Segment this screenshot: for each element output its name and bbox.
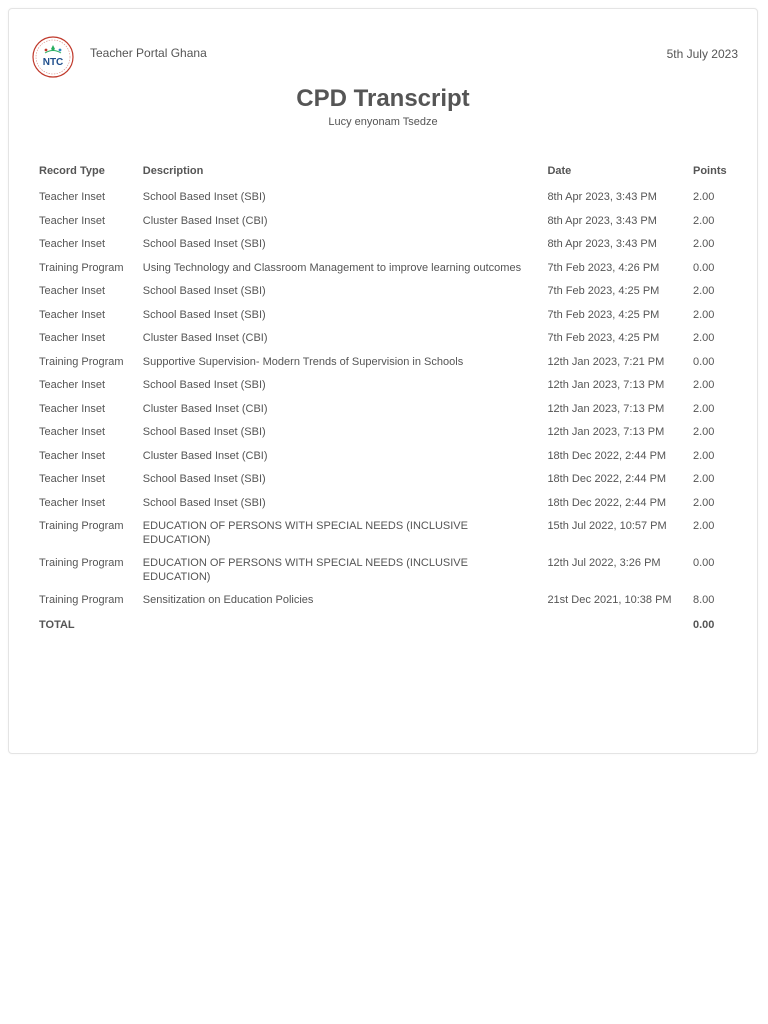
record-type-cell: Teacher Inset bbox=[39, 496, 106, 509]
points-cell: 2.00 bbox=[693, 214, 715, 227]
record-type-cell: Training Program bbox=[39, 520, 124, 532]
description-cell: Cluster Based Inset (CBI) bbox=[142, 402, 268, 415]
points-cell: 2.00 bbox=[693, 473, 715, 485]
table-row bbox=[31, 280, 741, 304]
points-cell: 2.00 bbox=[693, 191, 715, 203]
points-cell: 0.00 bbox=[693, 261, 715, 274]
teacher-name: Lucy enyonam Tsedze bbox=[328, 116, 438, 128]
record-type-cell: Teacher Inset bbox=[39, 402, 106, 415]
description-cell: EDUCATION OF PERSONS WITH SPECIAL NEEDS (INCLUSIVE EDUCATION) bbox=[142, 520, 468, 546]
date-cell: 7th Feb 2023, 4:25 PM bbox=[547, 332, 660, 344]
table-row bbox=[31, 398, 741, 422]
record-type-cell: Training Program bbox=[39, 557, 124, 569]
table-row bbox=[31, 552, 741, 589]
date-cell: 7th Feb 2023, 4:25 PM bbox=[547, 308, 660, 321]
date-cell: 12th Jan 2023, 7:13 PM bbox=[547, 379, 665, 391]
logo-text: NTC bbox=[42, 57, 64, 68]
table-row bbox=[31, 421, 741, 445]
description-cell: EDUCATION OF PERSONS WITH SPECIAL NEEDS (INCLUSIVE EDUCATION) bbox=[142, 557, 468, 583]
points-cell: 2.00 bbox=[693, 426, 715, 438]
points-cell: 2.00 bbox=[693, 520, 715, 532]
record-type-cell: Teacher Inset bbox=[39, 214, 106, 227]
date-cell: 12th Jan 2023, 7:21 PM bbox=[547, 355, 665, 368]
record-type-cell: Teacher Inset bbox=[39, 449, 106, 462]
description-cell: Supportive Supervision- Modern Trends of Supervision in Schools bbox=[142, 355, 464, 368]
points-cell: 2.00 bbox=[693, 379, 715, 391]
record-type-cell: Training Program bbox=[39, 261, 124, 274]
record-type-cell: Teacher Inset bbox=[39, 191, 106, 203]
table-row bbox=[31, 233, 741, 257]
description-cell: School Based Inset (SBI) bbox=[142, 473, 266, 485]
record-type-cell: Teacher Inset bbox=[39, 238, 106, 250]
ntc-logo bbox=[31, 31, 75, 81]
record-type-cell: Teacher Inset bbox=[39, 285, 106, 297]
description-cell: School Based Inset (SBI) bbox=[142, 285, 266, 297]
date-cell: 12th Jan 2023, 7:13 PM bbox=[547, 426, 665, 438]
column-header: Description bbox=[142, 165, 204, 177]
total-row bbox=[31, 613, 741, 638]
table-header-row bbox=[31, 159, 741, 186]
date-cell: 21st Dec 2021, 10:38 PM bbox=[547, 594, 672, 606]
table-row bbox=[31, 374, 741, 398]
points-cell: 2.00 bbox=[693, 308, 715, 321]
table-row bbox=[31, 327, 741, 351]
transcript-card bbox=[8, 8, 758, 754]
description-cell: Using Technology and Classroom Management to improve learning outcomes bbox=[142, 261, 522, 274]
column-header: Points bbox=[693, 165, 727, 177]
description-cell: Cluster Based Inset (CBI) bbox=[142, 214, 268, 227]
date-cell: 12th Jan 2023, 7:13 PM bbox=[547, 402, 665, 415]
record-type-cell: Teacher Inset bbox=[39, 473, 106, 485]
date-cell: 18th Dec 2022, 2:44 PM bbox=[547, 449, 667, 462]
column-header: Record Type bbox=[39, 165, 105, 177]
total-label: TOTAL bbox=[39, 618, 75, 631]
total-points: 0.00 bbox=[693, 618, 715, 631]
document-date: 5th July 2023 bbox=[666, 47, 738, 61]
date-cell: 7th Feb 2023, 4:26 PM bbox=[547, 261, 660, 274]
description-cell: Cluster Based Inset (CBI) bbox=[142, 449, 268, 462]
points-cell: 2.00 bbox=[693, 285, 715, 297]
table-row bbox=[31, 186, 741, 210]
description-cell: School Based Inset (SBI) bbox=[142, 308, 266, 321]
description-cell: School Based Inset (SBI) bbox=[142, 496, 266, 509]
page-title: CPD Transcript bbox=[296, 85, 470, 112]
table-row bbox=[31, 468, 741, 492]
points-cell: 2.00 bbox=[693, 238, 715, 250]
points-cell: 8.00 bbox=[693, 594, 715, 606]
table-row bbox=[31, 210, 741, 234]
record-type-cell: Teacher Inset bbox=[39, 308, 106, 321]
points-cell: 0.00 bbox=[693, 557, 715, 569]
table-row bbox=[31, 304, 741, 328]
points-cell: 2.00 bbox=[693, 402, 715, 415]
date-cell: 8th Apr 2023, 3:43 PM bbox=[547, 191, 657, 203]
record-type-cell: Training Program bbox=[39, 355, 124, 368]
table-row bbox=[31, 257, 741, 281]
record-type-cell: Teacher Inset bbox=[39, 332, 106, 344]
column-header: Date bbox=[547, 165, 572, 177]
description-cell: School Based Inset (SBI) bbox=[142, 379, 266, 391]
record-type-cell: Teacher Inset bbox=[39, 379, 106, 391]
record-type-cell: Training Program bbox=[39, 594, 124, 606]
transcript-table bbox=[31, 159, 741, 637]
description-cell: School Based Inset (SBI) bbox=[142, 426, 266, 438]
points-cell: 2.00 bbox=[693, 496, 715, 509]
description-cell: School Based Inset (SBI) bbox=[142, 238, 266, 250]
table-row bbox=[31, 351, 741, 375]
date-cell: 15th Jul 2022, 10:57 PM bbox=[547, 520, 667, 532]
date-cell: 18th Dec 2022, 2:44 PM bbox=[547, 473, 667, 485]
table-row bbox=[31, 589, 741, 613]
portal-name: Teacher Portal Ghana bbox=[90, 46, 207, 60]
record-type-cell: Teacher Inset bbox=[39, 426, 106, 438]
date-cell: 12th Jul 2022, 3:26 PM bbox=[547, 557, 661, 569]
table-row bbox=[31, 445, 741, 469]
date-cell: 8th Apr 2023, 3:43 PM bbox=[547, 238, 657, 250]
table-row bbox=[31, 492, 741, 516]
description-cell: Cluster Based Inset (CBI) bbox=[142, 332, 268, 344]
date-cell: 8th Apr 2023, 3:43 PM bbox=[547, 214, 657, 227]
description-cell: Sensitization on Education Policies bbox=[142, 594, 314, 606]
points-cell: 0.00 bbox=[693, 355, 715, 368]
date-cell: 18th Dec 2022, 2:44 PM bbox=[547, 496, 667, 509]
points-cell: 2.00 bbox=[693, 449, 715, 462]
table-row bbox=[31, 515, 741, 552]
date-cell: 7th Feb 2023, 4:25 PM bbox=[547, 285, 660, 297]
points-cell: 2.00 bbox=[693, 332, 715, 344]
description-cell: School Based Inset (SBI) bbox=[142, 191, 266, 203]
